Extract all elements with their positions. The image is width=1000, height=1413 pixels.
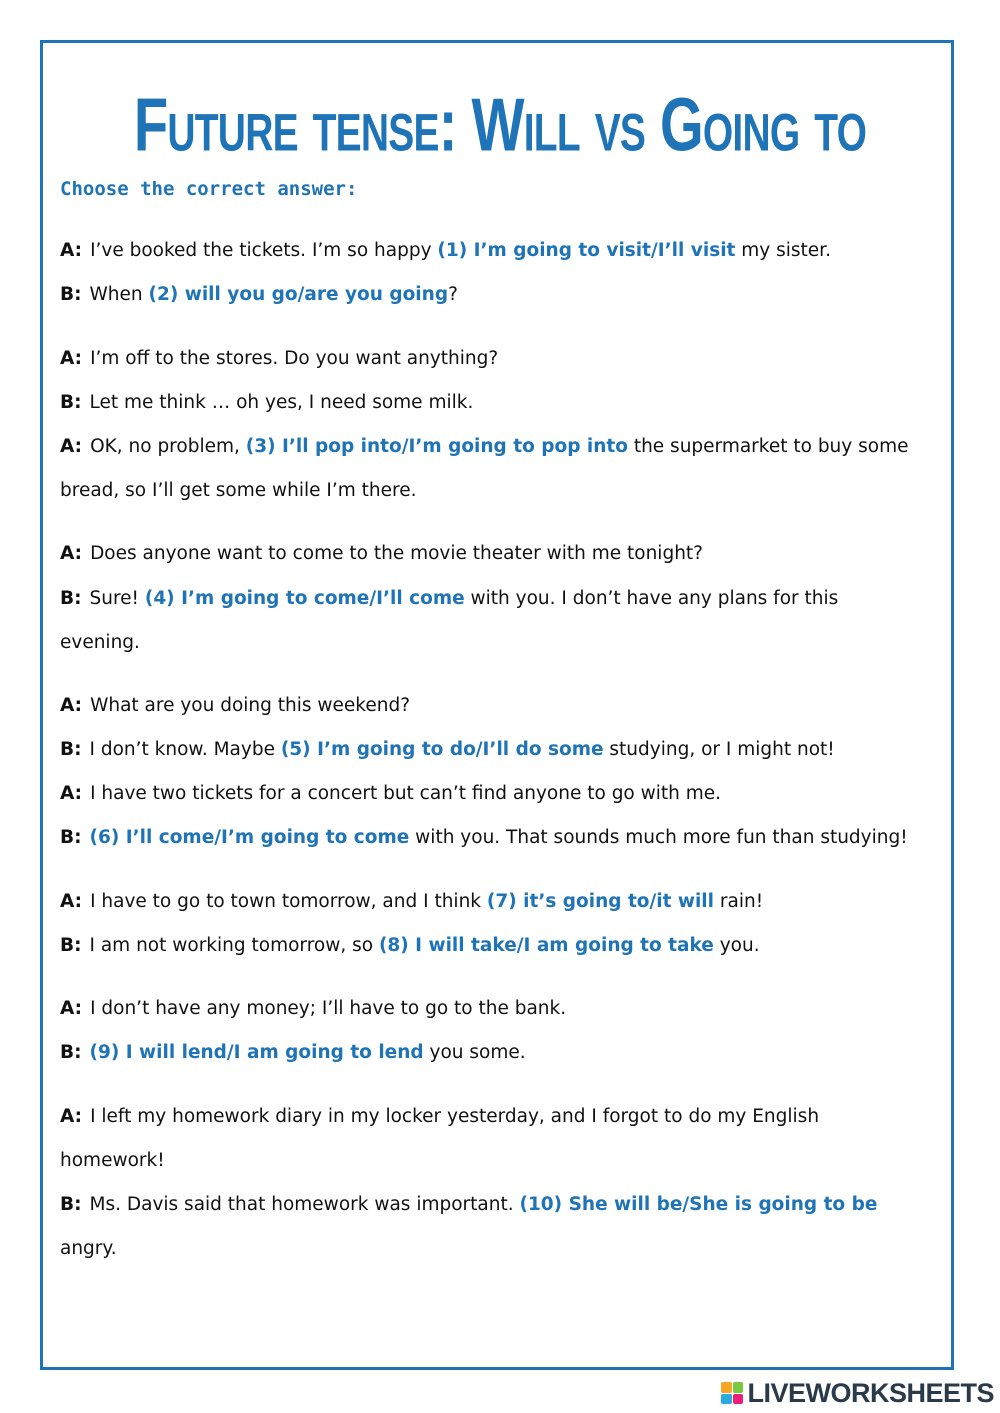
speaker-label: B: (60, 588, 82, 609)
speaker-label: B: (60, 284, 82, 305)
answer-choice[interactable]: (4) I’m going to come/I’ll come (144, 588, 465, 609)
dialogue-line (60, 889, 940, 915)
instruction: Choose the correct answer: (60, 178, 358, 200)
dialogue-line (60, 238, 940, 264)
dialogue-line (60, 933, 940, 959)
answer-choice[interactable]: (6) I’ll come/I’m going to come (89, 827, 410, 848)
line-text: studying, or I might not! (603, 739, 835, 760)
line-text: I have two tickets for a concert but can’t find anyone to go with me. (90, 783, 722, 804)
page-title: Future tense: Will vs Going to (133, 83, 867, 168)
dialogue-line (60, 390, 940, 416)
line-text: Sure! (89, 588, 145, 609)
speaker-label: B: (60, 935, 82, 956)
answer-choice[interactable]: (7) it’s going to/it will (486, 891, 714, 912)
line-text: angry. (60, 1238, 117, 1259)
line-text: I don’t have any money; I’ll have to go to the bank. (90, 998, 567, 1019)
dialogue-line (60, 1148, 940, 1174)
dialogue-line (60, 434, 940, 460)
dialogue-line (60, 586, 940, 612)
line-text: OK, no problem, (90, 436, 246, 457)
answer-choice[interactable]: (3) I’ll pop into/I’m going to pop into (245, 436, 628, 457)
line-text: you some. (423, 1042, 526, 1063)
speaker-label: A: (60, 783, 83, 804)
answer-choice[interactable]: (2) will you go/are you going (148, 284, 449, 305)
liveworksheets-logo-icon (721, 1382, 743, 1404)
line-text: my sister. (735, 240, 831, 261)
answer-choice[interactable]: (1) I’m going to visit/I’ll visit (437, 240, 736, 261)
dialogue-line (60, 737, 940, 763)
line-text: I’m off to the stores. Do you want anything? (90, 348, 499, 369)
speaker-label: B: (60, 739, 82, 760)
speaker-label: B: (60, 827, 82, 848)
line-text: evening. (60, 632, 140, 653)
dialogue-line (60, 541, 940, 567)
line-text: When (89, 284, 149, 305)
dialogue-line (60, 1104, 940, 1130)
line-text: bread, so I’ll get some while I’m there. (60, 480, 417, 501)
speaker-label: A: (60, 348, 83, 369)
speaker-label: A: (60, 240, 83, 261)
line-text: What are you doing this weekend? (90, 695, 411, 716)
dialogue-line (60, 478, 940, 504)
line-text: I have to go to town tomorrow, and I think (90, 891, 487, 912)
line-text: the supermarket to buy some (627, 436, 909, 457)
line-text: I am not working tomorrow, so (89, 935, 379, 956)
dialogue-line (60, 282, 940, 308)
line-text: rain! (714, 891, 764, 912)
answer-choice[interactable]: (9) I will lend/I am going to lend (89, 1042, 424, 1063)
speaker-label: A: (60, 436, 83, 457)
speaker-label: A: (60, 1106, 83, 1127)
speaker-label: A: (60, 695, 83, 716)
line-text: ? (448, 284, 458, 305)
answer-choice[interactable]: (8) I will take/I am going to take (378, 935, 714, 956)
dialogue-line (60, 825, 940, 851)
speaker-label: A: (60, 543, 83, 564)
answer-choice[interactable]: (5) I’m going to do/I’ll do some (280, 739, 604, 760)
answer-choice[interactable]: (10) She will be/She is going to be (519, 1194, 878, 1215)
speaker-label: B: (60, 1194, 82, 1215)
dialogue-line (60, 630, 940, 656)
speaker-label: B: (60, 1042, 82, 1063)
brand-name: LIVEWORKSHEETS (747, 1377, 994, 1408)
line-text: with you. I don’t have any plans for this (464, 588, 839, 609)
dialogue-line (60, 996, 940, 1022)
speaker-label: B: (60, 392, 82, 413)
line-text: with you. That sounds much more fun than studying! (409, 827, 908, 848)
line-text: Let me think … oh yes, I need some milk. (89, 392, 474, 413)
footer-brand (721, 1377, 994, 1409)
dialogue-line (60, 1040, 940, 1066)
speaker-label: A: (60, 998, 83, 1019)
line-text: Does anyone want to come to the movie theater with me tonight? (90, 543, 703, 564)
line-text: I don’t know. Maybe (89, 739, 281, 760)
line-text: Ms. Davis said that homework was important. (89, 1194, 520, 1215)
line-text: I left my homework diary in my locker yesterday, and I forgot to do my English (90, 1106, 820, 1127)
dialogue-line (60, 1236, 940, 1262)
dialogue-line (60, 693, 940, 719)
line-text: homework! (60, 1150, 165, 1171)
line-text: I’ve booked the tickets. I’m so happy (90, 240, 438, 261)
dialogue-line (60, 1192, 940, 1218)
dialogue-line (60, 781, 940, 807)
line-text: you. (713, 935, 760, 956)
dialogue-line (60, 346, 940, 372)
speaker-label: A: (60, 891, 83, 912)
